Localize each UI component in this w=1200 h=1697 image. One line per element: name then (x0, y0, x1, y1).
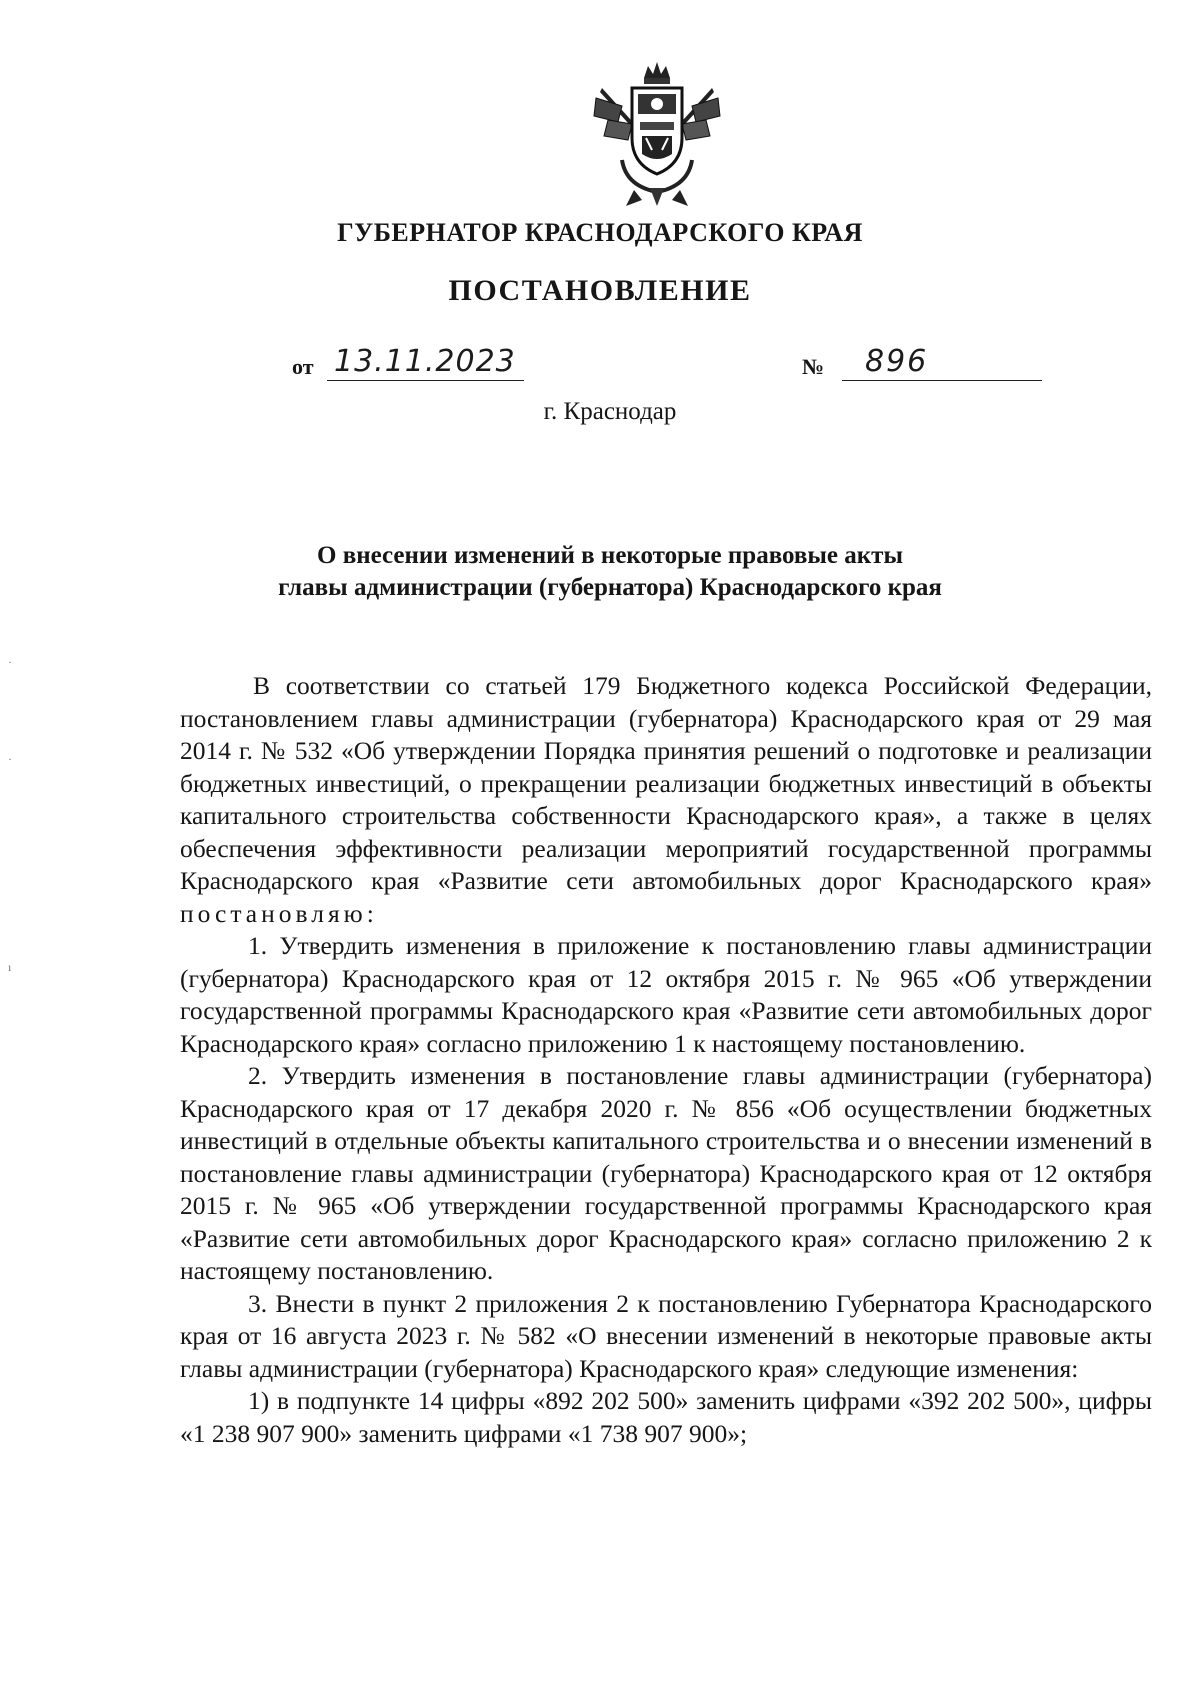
date-number-row (0, 344, 1200, 394)
preamble-paragraph (180, 670, 1152, 930)
issuer-title: ГУБЕРНАТОР КРАСНОДАРСКОГО КРАЯ (337, 218, 863, 247)
subject-line-1: О внесении изменений в некоторые правовые акты (317, 542, 903, 569)
coat-of-arms-icon (582, 60, 732, 210)
resolve-word: постановляю: (180, 898, 378, 928)
scan-mark: ı (8, 960, 12, 974)
item-2: 2. Утвердить изменения в постановление главы администрации (губернатора) Краснодарского края от 17 декабря 2020 г. № 856 «Об осуществлении бюджетных инвестиций в отдельные объекты капитального строительства и о внесении изменений в постановление главы администрации (губернатора) Краснодарского края от 12 октября 2015 г. № 965 «Об утверждении государственной программы Краснодарского края «Развитие сети автомобильных дорог Краснодарского края» согласно приложению 2 к настоящему постановлению. (180, 1061, 1152, 1285)
preamble-text: В соответствии со статьей 179 Бюджетного кодекса Российской Федерации, постановлением главы администрации (губернатора) Краснодарского края от 29 мая 2014 г. № 532 «Об утверждении Порядка принятия решений о подготовке и реализации бюджетных инвестиций, о прекращении реализации бюджетных инвестиций в объекты капитального строительства собственности Краснодарского края», а также в целях обеспечения эффективности реализации мероприятий государственной программы Краснодарского края «Развитие сети автомобильных дорог Краснодарского края» (180, 671, 1152, 895)
item-1: 1. Утвердить изменения в приложение к постановлению главы администрации (губернатора) Краснодарского края от 12 октября 2015 г. № 965 «Об утверждении государственной программы Краснодарского края «Развитие сети автомобильных дорог Краснодарского края» согласно приложению 1 к настоящему постановлению. (180, 931, 1152, 1058)
number-label: № (802, 354, 825, 379)
item-3-subitem-1: 1) в подпункте 14 цифры «892 202 500» заменить цифрами «392 202 500», цифры «1 238 907 900» заменить цифрами «1 738 907 900»; (180, 1386, 1152, 1448)
document-subject (0, 540, 1200, 604)
date-label: от (292, 354, 314, 379)
document-type: ПОСТАНОВЛЕНИЕ (448, 274, 752, 307)
item-3: 3. Внести в пункт 2 приложения 2 к постановлению Губернатора Краснодарского края от 16 августа 2023 г. № 582 «О внесении изменений в некоторые правовые акты главы администрации (губернатора) Краснодарского края» следующие изменения: (180, 1288, 1152, 1383)
city: г. Краснодар (543, 398, 677, 425)
handwritten-date: 13.11.2023 (334, 344, 516, 379)
scan-mark: · (8, 752, 12, 766)
handwritten-number: 896 (865, 344, 929, 379)
scan-mark: · (8, 655, 12, 669)
subject-line-2: главы администрации (губернатора) Краснодарского края (278, 574, 942, 601)
document-body (180, 670, 1152, 1450)
